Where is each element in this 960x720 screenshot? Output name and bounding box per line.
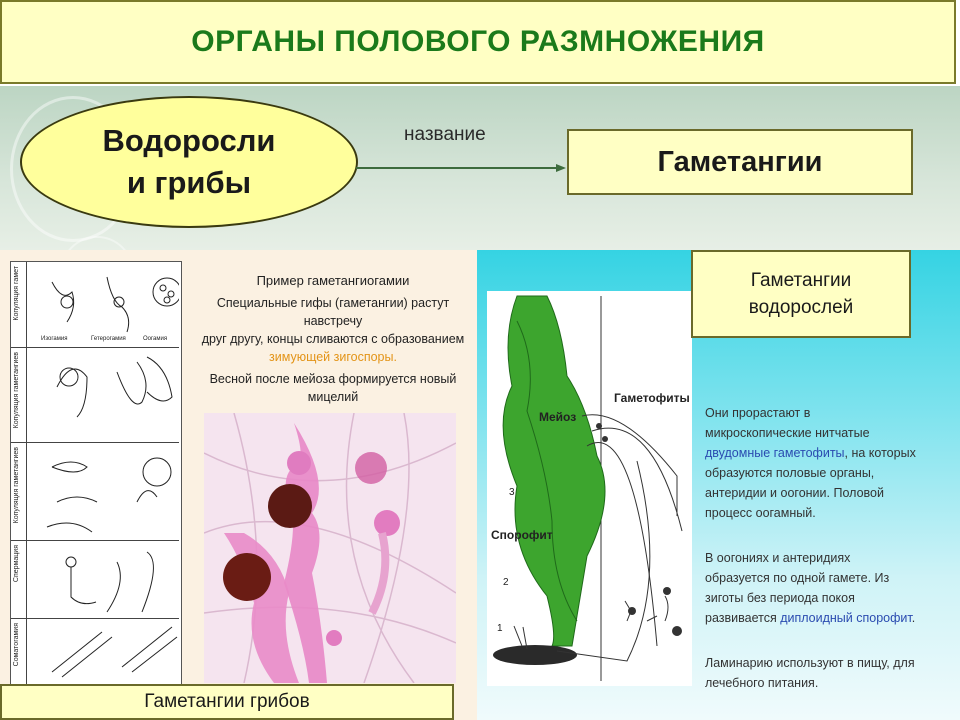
col-label: Изогамия xyxy=(41,336,68,342)
paragraph-line: лечебного питания. xyxy=(705,676,819,690)
row-label: Копуляция гамет xyxy=(13,266,20,321)
paragraph-line: Ламинарию используют в пищу, для xyxy=(705,656,915,670)
example-highlight: зимующей зигоспоры. xyxy=(269,350,397,364)
paragraph-line: процесс оогамный. xyxy=(705,506,816,520)
paragraph-line xyxy=(705,443,945,463)
name-box-label: Гаметангии xyxy=(657,145,823,178)
row-label: Копуляция гаметангиев xyxy=(13,352,20,429)
usage-paragraph xyxy=(705,653,945,693)
paragraph-line xyxy=(705,608,945,628)
example-line: Специальные гифы (гаметангии) растут навстречу xyxy=(216,296,450,328)
fungi-caption xyxy=(0,684,454,720)
diploid-sporophyte-term: диплоидный спорофит xyxy=(780,611,912,625)
gametangiogamy-table-figure xyxy=(10,261,182,689)
paragraph-fragment: . xyxy=(911,611,916,625)
algae-caption xyxy=(691,250,911,338)
example-line: друг другу, концы сливаются с образованием xyxy=(201,332,465,346)
laminaria-illustration xyxy=(487,291,692,686)
name-box xyxy=(567,129,913,195)
figure-number: 2 xyxy=(503,577,509,588)
dioecious-gametophytes-term: двудомные гаметофиты xyxy=(705,446,845,460)
row-label: Копуляция гаметангиев xyxy=(13,447,20,524)
paragraph-line: В оогониях и антеридиях xyxy=(705,551,851,565)
paragraph-line: образуются половые органы, xyxy=(705,466,875,480)
table-sketches xyxy=(27,262,179,688)
laminaria-lifecycle-figure xyxy=(487,291,692,686)
algae-caption-line-2: водорослей xyxy=(748,297,854,318)
sporophyte-label: Спорофит xyxy=(491,528,553,542)
example-line: мицелий xyxy=(307,390,359,404)
paragraph-line: микроскопические нитчатые xyxy=(705,426,870,440)
arrow-right-icon xyxy=(356,163,566,173)
gametophytes-label: Гаметофиты xyxy=(614,391,690,405)
title-bar xyxy=(0,0,956,84)
algae-caption-line-1: Гаметангии xyxy=(750,270,852,291)
row-label: Спермация xyxy=(13,545,20,583)
meiosis-label: Мейоз xyxy=(539,410,577,424)
ellipse-line-2: и грибы xyxy=(126,165,252,200)
paragraph-line: Они прорастают в xyxy=(705,406,811,420)
paragraph-line: образуется по одной гамете. Из xyxy=(705,571,890,585)
paragraph-line: зиготы без периода покоя xyxy=(705,591,855,605)
col-label: Гетерогамия xyxy=(91,336,126,342)
col-label: Оогамия xyxy=(143,336,168,342)
micrograph-illustration xyxy=(204,413,456,683)
figure-number: 1 xyxy=(497,623,503,634)
paragraph-fragment: , на которых xyxy=(844,446,916,460)
example-line: Весной после мейоза формируется новый xyxy=(209,372,457,386)
zygospore-example-text xyxy=(198,272,468,406)
figure-number: 3 xyxy=(509,487,515,498)
example-title: Пример гаметангиогамии xyxy=(256,273,410,288)
fungi-micrograph xyxy=(204,413,456,683)
arrow-label: название xyxy=(404,124,486,145)
row-label: Соматогамия xyxy=(13,623,20,667)
paragraph-fragment: развивается xyxy=(705,611,781,625)
ellipse-line-1: Водоросли xyxy=(102,123,276,159)
page-title: ОРГАНЫ ПОЛОВОГО РАЗМНОЖЕНИЯ xyxy=(191,25,765,58)
zygote-paragraph xyxy=(705,548,945,628)
gametophyte-paragraph xyxy=(705,403,945,523)
paragraph-line: антеридии и оогонии. Половой xyxy=(705,486,884,500)
group-ellipse xyxy=(20,96,358,228)
fungi-caption-label: Гаметангии грибов xyxy=(144,691,310,712)
